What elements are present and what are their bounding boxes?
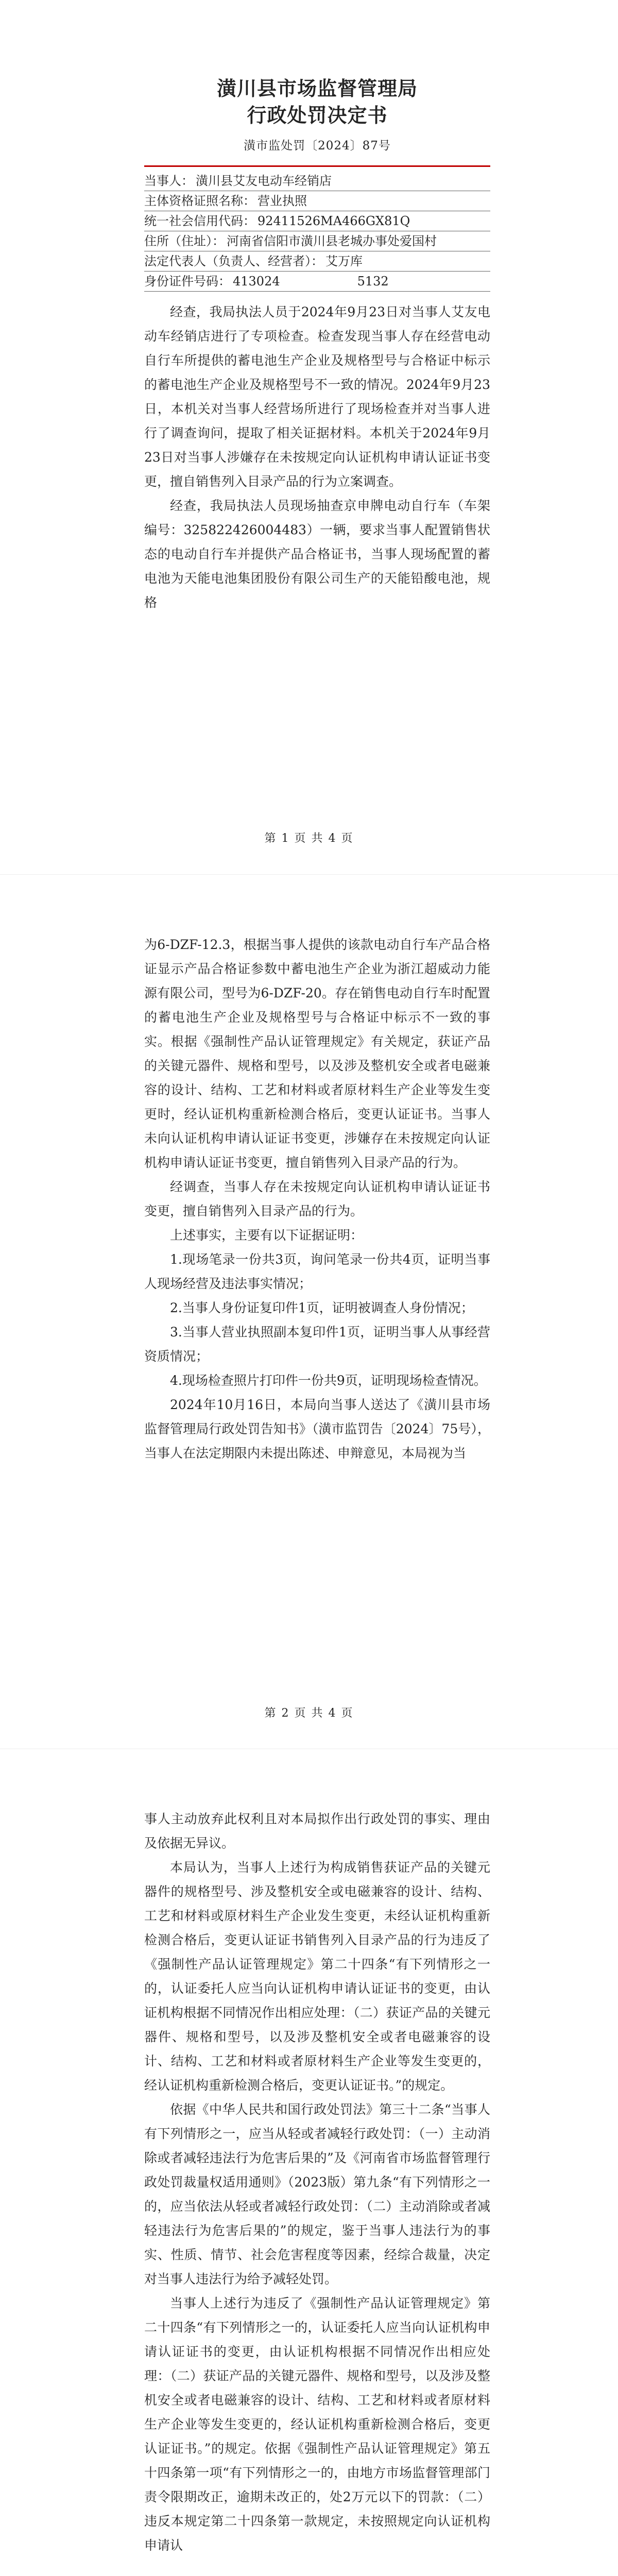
cert-type-label: 主体资格证照名称： <box>144 194 255 208</box>
credit-code: 92411526MA466GX81Q <box>258 214 410 228</box>
red-divider <box>144 165 490 167</box>
party-name: 潢川县艾友电动车经销店 <box>196 174 332 188</box>
page3-body <box>144 1807 490 2557</box>
id-no-label: 身份证件号码： <box>144 274 231 289</box>
party-legal-rep-row <box>144 251 490 272</box>
party-id-row <box>144 272 490 292</box>
party-name-row <box>144 171 490 191</box>
document-page-2 <box>0 874 618 1749</box>
body-paragraph: 2024年10月16日，本局向当事人送达了《潢川县市场监督管理局行政处罚告知书》（潢市监罚告〔2024〕75号），当事人在法定期限内未提出陈述、申辩意见，本局视为当 <box>144 1397 490 1461</box>
legal-rep: 艾万库 <box>325 254 363 268</box>
address: 河南省信阳市潢川县老城办事处爱国村 <box>227 234 437 248</box>
evidence-intro: 上述事实，主要有以下证据证明： <box>170 1228 364 1243</box>
issuer-title <box>144 75 490 129</box>
address-label: 住所（住址）： <box>144 234 225 248</box>
id-no-part1: 413024 <box>233 274 280 289</box>
body-paragraph: 为6-DZF-12.3，根据当事人提供的该款电动自行车产品合格证显示产品合格证参数中蓄电池生产企业为浙江超威动力能源有限公司，型号为6-DZF-20。存在销售电动自行车时配置的蓄电池生产企业及规格型号与合格证中标示不一致的事实。根据《强制性产品认证管理规定》有关规定，获证产品的关键元器件、规格和型号，以及涉及整机安全或者电磁兼容的设计、结构、工艺和材料或者原材料生产企业等发生变更时，经认证机构重新检测合格后，变更认证证书。当事人未向认证机构申请认证证书变更，涉嫌存在未按规定向认证机构申请认证证书变更，擅自销售列入目录产品的行为。 <box>144 937 490 1170</box>
body-paragraph: 经查，我局执法人员于2024年9月23日对当事人艾友电动车经销店进行了专项检查。检查发现当事人存在经营电动自行车所提供的蓄电池生产企业及规格型号与合格证中标示的蓄电池生产企业及规格型号不一致的情况。2024年9月23日，本机关对当事人经营场所进行了现场检查并对当事人进行了调查询问，提取了相关证据材料。本机关于2024年9月23日对当事人涉嫌存在未按规定向认证机构申请认证证书变更，擅自销售列入目录产品的行为立案调查。 <box>144 304 490 489</box>
party-cert-type-row <box>144 191 490 211</box>
party-name-label: 当事人： <box>144 174 194 188</box>
body-paragraph: 依据《中华人民共和国行政处罚法》第三十二条“当事人有下列情形之一，应当从轻或者减轻行政处罚：（一）主动消除或者减轻违法行为危害后果的”及《河南省市场监督管理行政处罚裁量权适用通则》（2023版）第九条“有下列情形之一的，应当依法从轻或者减轻行政处罚：（二）主动消除或者减轻违法行为危害后果的”的规定，鉴于当事人违法行为的事实、性质、情节、社会危害程度等因素，经综合裁量，决定对当事人违法行为给予减轻处罚。 <box>144 2102 490 2286</box>
evidence-item: 2.当事人身份证复印件1页，证明被调查人身份情况； <box>170 1300 474 1315</box>
issuer-name: 潢川县市场监督管理局 <box>216 77 418 100</box>
page-number: 第 2 页 共 4 页 <box>264 1707 354 1720</box>
evidence-item: 1.现场笔录一份共3页，询问笔录一份共4页，证明当事人现场经营及违法事实情况； <box>144 1252 490 1291</box>
party-info <box>144 171 490 292</box>
document-type: 行政处罚决定书 <box>247 104 388 127</box>
body-paragraph: 经调查，当事人存在未按规定向认证机构申请认证证书变更，擅自销售列入目录产品的行为。 <box>144 1179 490 1218</box>
page-number: 第 1 页 共 4 页 <box>264 832 354 845</box>
party-address-row <box>144 231 490 251</box>
cert-type: 营业执照 <box>258 194 307 208</box>
document-number: 潢市监处罚〔2024〕87号 <box>244 139 391 152</box>
document-page-3 <box>0 1749 618 2576</box>
page1-body <box>144 300 490 615</box>
document-page-1 <box>0 0 618 874</box>
evidence-item: 4.现场检查照片打印件一份共9页，证明现场检查情况。 <box>170 1373 487 1388</box>
legal-rep-label: 法定代表人（负责人、经营者）： <box>144 254 323 268</box>
page2-body <box>144 933 490 1465</box>
body-paragraph: 经查，我局执法人员现场抽查京申牌电动自行车（车架编号：325822426004483）一辆，要求当事人配置销售状态的电动自行车并提供产品合格证书，当事人现场配置的蓄电池为天能电池集团股份有限公司生产的天能铅酸电池，规格 <box>144 498 490 610</box>
party-credit-code-row <box>144 211 490 231</box>
credit-code-label: 统一社会信用代码： <box>144 214 255 228</box>
body-paragraph: 当事人上述行为违反了《强制性产品认证管理规定》第二十四条“有下列情形之一的，认证委托人应当向认证机构申请认证证书的变更，由认证机构根据不同情况作出相应处理：（二）获证产品的关键元器件、规格和型号，以及涉及整机安全或者电磁兼容的设计、结构、工艺和材料或者原材料生产企业等发生变更的，经认证机构重新检测合格后，变更认证证书。”的规定。依据《强制性产品认证管理规定》第五十四条第一项“有下列情形之一的，由地方市场监督管理部门责令限期改正，逾期未改正的，处2万元以下的罚款：（二）违反本规定第二十四条第一款规定，未按照规定向认证机构申请认 <box>144 2296 490 2553</box>
body-paragraph: 事人主动放弃此权利且对本局拟作出行政处罚的事实、理由及依据无异议。 <box>144 1811 490 1851</box>
evidence-item: 3.当事人营业执照副本复印件1页，证明当事人从事经营资质情况； <box>144 1325 490 1364</box>
body-paragraph: 本局认为，当事人上述行为构成销售获证产品的关键元器件的规格型号、涉及整机安全或电磁兼容的设计、结构、工艺和材料或原材料生产企业发生变更，未经认证机构重新检测合格后，变更认证证书销售列入目录产品的行为违反了《强制性产品认证管理规定》第二十四条“有下列情形之一的，认证委托人应当向认证机构申请认证证书的变更，由认证机构根据不同情况作出相应处理：（二）获证产品的关键元器件、规格和型号，以及涉及整机安全或者电磁兼容的设计、结构、工艺和材料或者原材料生产企业等发生变更的，经认证机构重新检测合格后，变更认证证书。”的规定。 <box>144 1860 490 2093</box>
id-no-part2: 5132 <box>357 274 389 289</box>
